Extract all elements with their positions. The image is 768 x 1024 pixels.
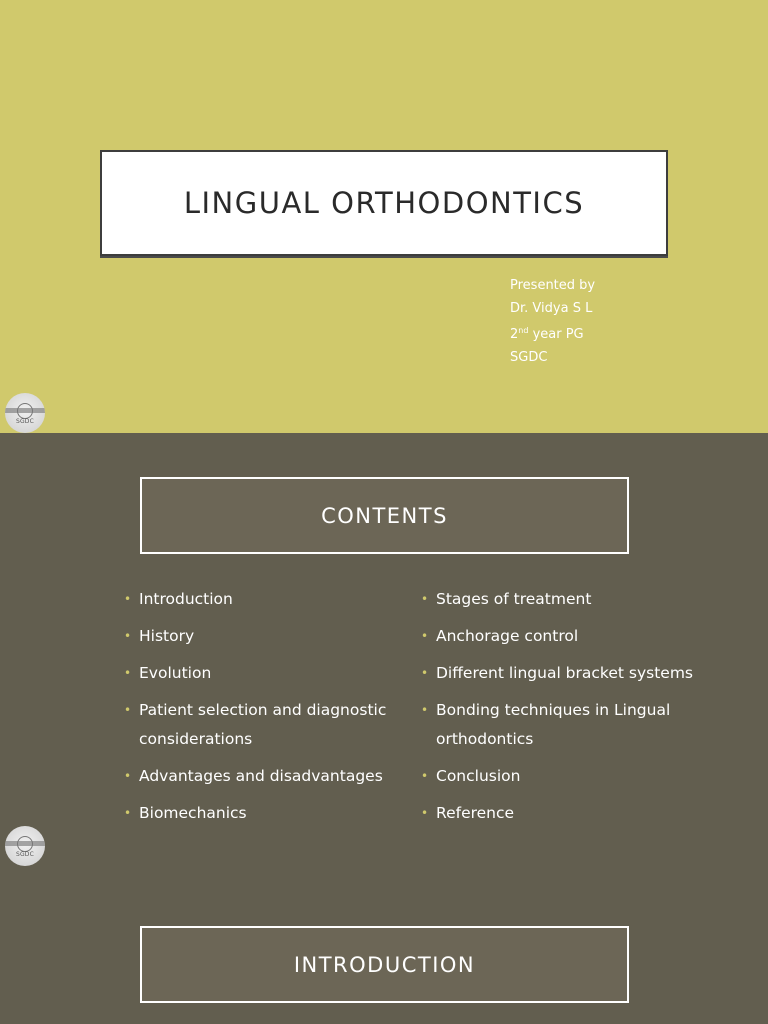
contents-title: CONTENTS <box>321 503 448 528</box>
presenter-info <box>510 275 595 369</box>
contents-list-item: • Stages of treatment <box>421 585 711 614</box>
contents-slide <box>0 433 768 883</box>
contents-list-item: • Advantages and disadvantages <box>124 762 404 791</box>
introduction-slide <box>0 883 768 1024</box>
introduction-title: INTRODUCTION <box>293 952 476 977</box>
contents-list-item: • Introduction <box>124 585 404 614</box>
contents-list-item: • Patient selection and diagnostic considerations <box>124 696 404 754</box>
presenter-institution: SGDC <box>510 349 548 365</box>
contents-list-item: • Evolution <box>124 659 404 688</box>
title-box <box>100 150 668 256</box>
presenter-name: Dr. Vidya S L <box>510 300 593 316</box>
contents-list-item: • Conclusion <box>421 762 711 791</box>
contents-list-item: • Bonding techniques in Lingual orthodontics <box>421 696 711 754</box>
contents-list-left <box>124 585 404 836</box>
title-slide <box>0 0 768 433</box>
contents-list-item: • Reference <box>421 799 711 828</box>
presenter-year: 2nd year PG <box>510 326 584 342</box>
introduction-title-box <box>140 926 629 1003</box>
contents-list-right <box>421 585 711 836</box>
college-logo: SGDC <box>5 826 45 866</box>
contents-list-item: • Anchorage control <box>421 622 711 651</box>
contents-title-box <box>140 477 629 554</box>
contents-list-item: • Biomechanics <box>124 799 404 828</box>
college-logo: SGDC <box>5 393 45 433</box>
contents-list-item: • Different lingual bracket systems <box>421 659 711 688</box>
contents-list-item: • History <box>124 622 404 651</box>
presentation-title: LINGUAL ORTHODONTICS <box>183 186 585 220</box>
presented-by-label: Presented by <box>510 278 596 293</box>
